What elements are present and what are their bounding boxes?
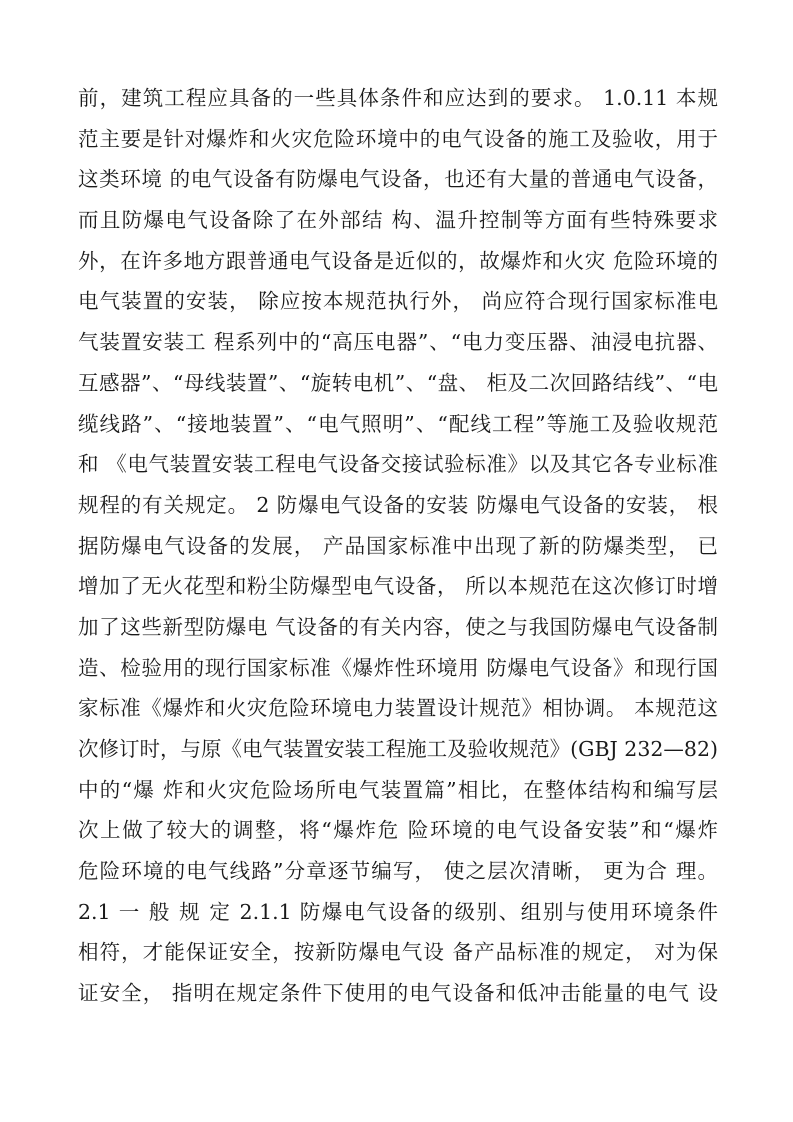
text-line: 规程的有关规定。 2 防爆电气设备的安装 防爆电气设备的安装， 根 — [78, 492, 718, 517]
text-line: 相符，才能保证安全，按新防爆电气设 备产品标准的规定， 对为保 — [78, 940, 718, 965]
text-line: 中的“爆 炸和火灾危险场所电气装置篇”相比，在整体结构和编写层 — [78, 777, 718, 802]
text-line: 电气装置的安装， 除应按本规范执行外， 尚应符合现行国家标准电 — [78, 289, 718, 314]
text-line: 气装置安装工 程系列中的“高压电器”、“电力变压器、油浸电抗器、 — [78, 330, 718, 355]
text-line: 缆线路”、“接地装置”、“电气照明”、“配线工程”等施工及验收规范 — [78, 411, 718, 436]
text-line: 次上做了较大的调整，将“爆炸危 险环境的电气设备安装”和“爆炸 — [78, 818, 718, 843]
body-text — [78, 78, 718, 1014]
text-line: 增加了无火花型和粉尘防爆型电气设备， 所以本规范在这次修订时增 — [78, 574, 718, 599]
text-line: 前，建筑工程应具备的一些具体条件和应达到的要求。 1.0.11 本规 — [78, 86, 718, 110]
text-line: 和 《电气装置安装工程电气设备交接试验标准》以及其它各专业标准 — [78, 452, 718, 477]
text-line: 这类环境 的电气设备有防爆电气设备，也还有大量的普通电气设备， — [78, 167, 718, 192]
text-line: 而且防爆电气设备除了在外部结 构、温升控制等方面有些特殊要求 — [78, 208, 718, 233]
text-line: 互感器”、“母线装置”、“旋转电机”、“盘、 柜及二次回路结线”、“电 — [78, 370, 718, 395]
text-line: 家标准《爆炸和火灾危险环境电力装置设计规范》相协调。 本规范这 — [78, 696, 718, 721]
text-line: 2.1 一 般 规 定 2.1.1 防爆电气设备的级别、组别与使用环境条件 — [78, 899, 718, 924]
text-line: 证安全， 指明在规定条件下使用的电气设备和低冲击能量的电气 设 — [78, 981, 718, 1006]
text-line: 范主要是针对爆炸和火灾危险环境中的电气设备的施工及验收，用于 — [78, 126, 718, 151]
text-line: 外，在许多地方跟普通电气设备是近似的，故爆炸和火灾 危险环境的 — [78, 248, 718, 273]
text-line: 据防爆电气设备的发展， 产品国家标准中出现了新的防爆类型， 已 — [78, 533, 718, 558]
text-line: 次修订时，与原《电气装置安装工程施工及验收规范》(GBJ 232—82) — [78, 737, 718, 761]
text-line: 危险环境的电气线路”分章逐节编写， 使之层次清晰， 更为合 理。 — [78, 859, 718, 884]
text-line: 加了这些新型防爆电 气设备的有关内容，使之与我国防爆电气设备制 — [78, 614, 718, 639]
text-line: 造、检验用的现行国家标准《爆炸性环境用 防爆电气设备》和现行国 — [78, 655, 718, 680]
